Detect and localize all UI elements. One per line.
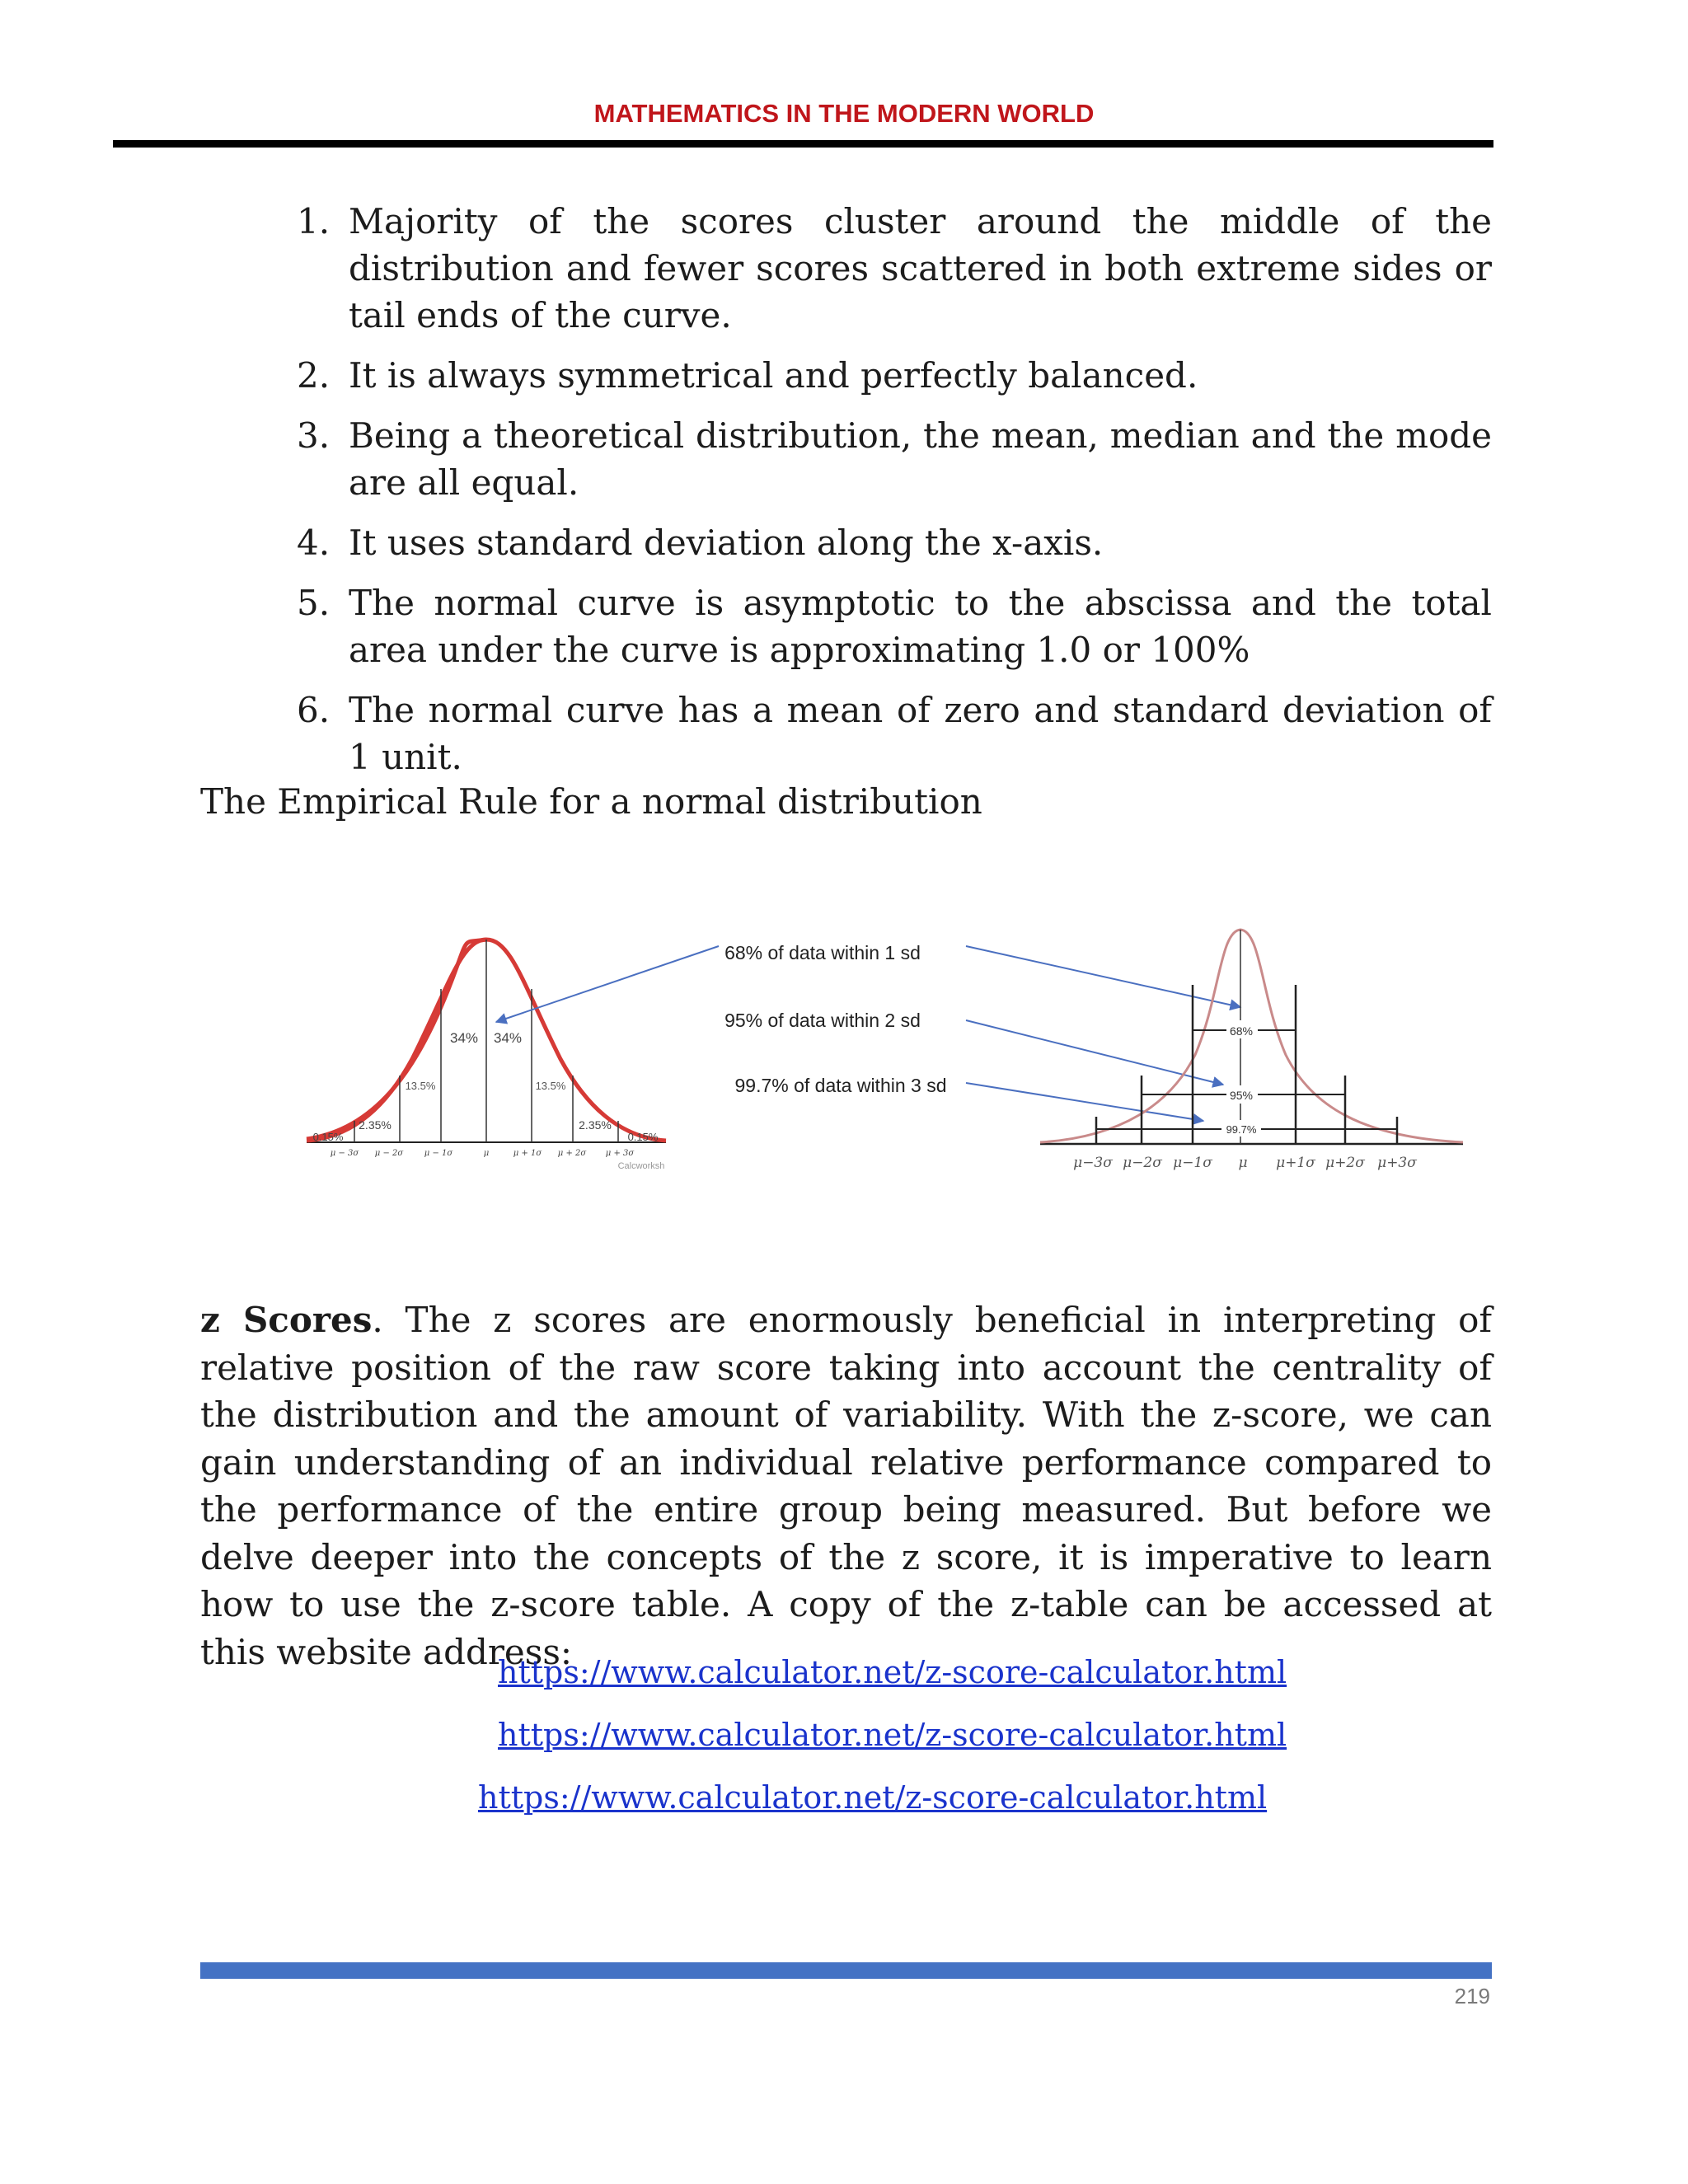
z-table-link-1[interactable]: https://www.calculator.net/z-score-calculator.html bbox=[498, 1654, 1287, 1690]
right-label-99-7: 99.7% bbox=[1226, 1123, 1257, 1136]
z-scores-term: z Scores bbox=[200, 1300, 373, 1340]
callout-labels bbox=[724, 942, 946, 1096]
list-number: 2. bbox=[297, 355, 331, 396]
arrow-99-7-right bbox=[966, 1083, 1203, 1121]
right-tick-minus1: μ−1σ bbox=[1173, 1155, 1212, 1171]
z-scores-paragraph bbox=[200, 1296, 1492, 1675]
arrow-68-left bbox=[496, 946, 719, 1022]
right-tick-mean: μ bbox=[1238, 1155, 1248, 1171]
list-text: Being a theoretical distribution, the mean, median and the mode are all equal. bbox=[349, 415, 1492, 503]
label-13-5-right: 13.5% bbox=[535, 1080, 566, 1092]
left-tick-plus2: μ + 2σ bbox=[557, 1149, 587, 1158]
z-scores-body: . The z scores are enormously beneficial in interpreting of relative position of the raw score taking into account the centrality of the distribution and the amount of variability. With the z-score, we can gain understanding of an individual relative performance compared to the performance of the entire group being measured. But before we delve deeper into the concepts of the z score, it is imperative to learn how to use the z-score table. A copy of the z-table can be accessed at this website address: bbox=[200, 1300, 1492, 1672]
right-tick-minus2: μ−2σ bbox=[1123, 1155, 1162, 1171]
right-tick-plus1: μ+1σ bbox=[1276, 1155, 1315, 1171]
list-number: 5. bbox=[297, 583, 331, 623]
right-tick-plus2: μ+2σ bbox=[1325, 1155, 1365, 1171]
label-34-left: 34% bbox=[449, 1030, 479, 1046]
list-text: It is always symmetrical and perfectly balanced. bbox=[349, 355, 1198, 396]
label-2-35-right: 2.35% bbox=[579, 1118, 612, 1132]
label-0-15-right: 0.15% bbox=[627, 1131, 659, 1143]
label-34-right: 34% bbox=[493, 1030, 523, 1046]
left-tick-plus3: μ + 3σ bbox=[605, 1149, 635, 1158]
arrow-68-right bbox=[966, 946, 1240, 1007]
callout-99-7: 99.7% of data within 3 sd bbox=[734, 1075, 947, 1096]
label-0-15-left: 0.15% bbox=[312, 1131, 344, 1143]
left-chart-credit: Calcworksh bbox=[617, 1161, 665, 1171]
left-tick-minus2: μ − 2σ bbox=[374, 1149, 404, 1158]
z-table-link-2[interactable]: https://www.calculator.net/z-score-calculator.html bbox=[498, 1717, 1287, 1753]
callout-95: 95% of data within 2 sd bbox=[724, 1010, 921, 1031]
empirical-rule-heading: The Empirical Rule for a normal distribution bbox=[200, 781, 982, 822]
page-header-title: MATHEMATICS IN THE MODERN WORLD bbox=[593, 99, 1095, 128]
label-2-35-left: 2.35% bbox=[359, 1118, 392, 1132]
list-number: 3. bbox=[297, 415, 331, 456]
callout-68: 68% of data within 1 sd bbox=[724, 942, 921, 963]
right-label-68: 68% bbox=[1229, 1024, 1254, 1038]
list-text: The normal curve is asymptotic to the abscissa and the total area under the curve is approximating 1.0 or 100% bbox=[349, 583, 1492, 670]
left-normal-curve-chart bbox=[307, 940, 666, 1171]
list-number: 1. bbox=[297, 201, 331, 241]
label-13-5-left: 13.5% bbox=[405, 1080, 436, 1092]
list-text: Majority of the scores cluster around the middle of the distribution and fewer scores scattered in both extreme sides or tail ends of the curve. bbox=[349, 201, 1492, 335]
left-tick-minus3: μ − 3σ bbox=[330, 1149, 359, 1158]
right-tick-plus3: μ+3σ bbox=[1377, 1155, 1417, 1171]
z-table-link-3[interactable]: https://www.calculator.net/z-score-calculator.html bbox=[478, 1779, 1268, 1816]
right-label-95: 95% bbox=[1229, 1089, 1254, 1102]
list-text: The normal curve has a mean of zero and standard deviation of 1 unit. bbox=[349, 690, 1492, 777]
right-tick-minus3: μ−3σ bbox=[1073, 1155, 1113, 1171]
left-tick-minus1: μ − 1σ bbox=[424, 1149, 453, 1158]
list-number: 6. bbox=[297, 690, 331, 730]
list-text: It uses standard deviation along the x-axis. bbox=[349, 523, 1104, 563]
page-number: 219 bbox=[1454, 1984, 1490, 2008]
left-tick-mean: μ bbox=[483, 1149, 490, 1158]
left-tick-plus1: μ + 1σ bbox=[513, 1149, 542, 1158]
right-normal-curve-chart bbox=[1040, 930, 1463, 1171]
list-number: 4. bbox=[297, 523, 331, 563]
footer-bar bbox=[200, 1962, 1492, 1979]
